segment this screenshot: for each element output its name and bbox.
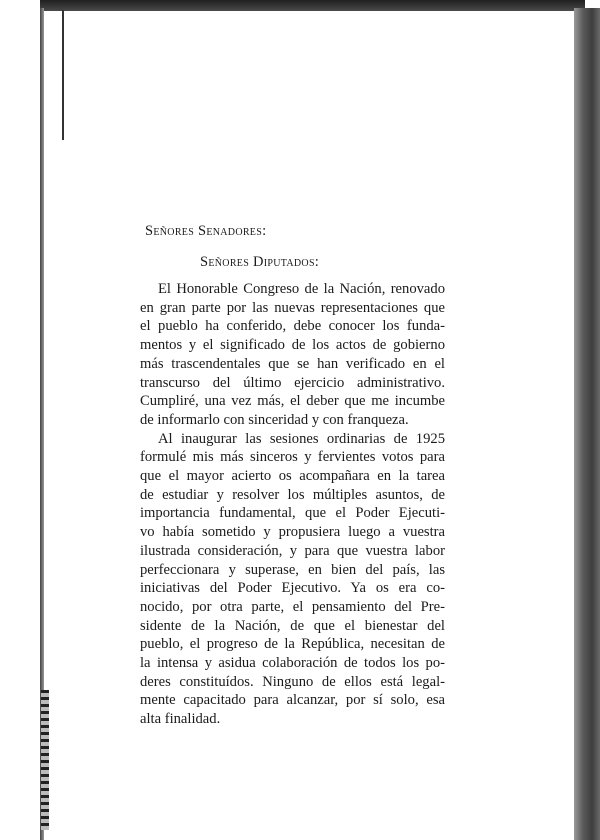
text-line: deres constituídos. Ninguno de ellos está legal- bbox=[140, 673, 445, 690]
text-line: mente capacitado para alcanzar, por sí solo, esa bbox=[140, 692, 445, 709]
text-line: vo había sometido y propusiera luego a vuestra bbox=[140, 524, 445, 541]
text-line: en gran parte por las nuevas representaciones que bbox=[140, 299, 445, 316]
text-line: más trascendentales que se han verificado en el bbox=[140, 355, 445, 372]
text-line: nocido, por otra parte, el pensamiento del Pre- bbox=[140, 598, 445, 615]
text-line: de estudiar y resolver los múltiples asuntos, de bbox=[140, 486, 445, 503]
text-line: de informarlo con sinceridad y con franqueza. bbox=[140, 411, 409, 428]
text-line: ilustrada consideración, y para que vuestra labor bbox=[140, 542, 445, 559]
paragraph bbox=[140, 280, 445, 430]
scan-left-mark bbox=[62, 10, 64, 140]
text-line: mentos y el significado de los actos de gobierno bbox=[140, 337, 445, 354]
greeting-senators: Señores Senadores: bbox=[145, 223, 267, 239]
text-line: transcurso del último ejercicio administrativo. bbox=[140, 374, 445, 391]
body-text bbox=[140, 280, 445, 729]
text-line: la intensa y asidua colaboración de todos los po- bbox=[140, 655, 445, 672]
text-line: Cumpliré, una vez más, el deber que me incumbe bbox=[140, 393, 445, 410]
text-line: alta finalidad. bbox=[140, 711, 221, 728]
document-page bbox=[140, 222, 445, 729]
text-line: el pueblo ha conferido, debe conocer los funda- bbox=[140, 318, 445, 335]
text-line: formulé mis más sinceros y fervientes votos para bbox=[140, 449, 445, 466]
greeting-deputies: Señores Diputados: bbox=[200, 254, 320, 270]
scan-top-border bbox=[40, 0, 585, 11]
scan-binding-marks bbox=[41, 690, 49, 830]
text-line: sidente de la Nación, de que el bienestar del bbox=[140, 617, 445, 634]
text-line: importancia fundamental, que el Poder Ejecuti- bbox=[140, 505, 445, 522]
paragraph bbox=[140, 430, 445, 729]
text-line: que el mayor acierto os acompañara en la tarea bbox=[140, 468, 445, 485]
text-line: El Honorable Congreso de la Nación, renovado bbox=[158, 281, 445, 297]
text-line: Al inaugurar las sesiones ordinarias de 1925 bbox=[158, 430, 445, 447]
text-line: iniciativas del Poder Ejecutivo. Ya os era co- bbox=[140, 580, 445, 597]
text-line: pueblo, el progreso de la República, necesitan de bbox=[140, 636, 445, 653]
scan-right-border bbox=[574, 8, 600, 840]
text-line: perfeccionara y superase, en bien del país, las bbox=[140, 561, 445, 578]
